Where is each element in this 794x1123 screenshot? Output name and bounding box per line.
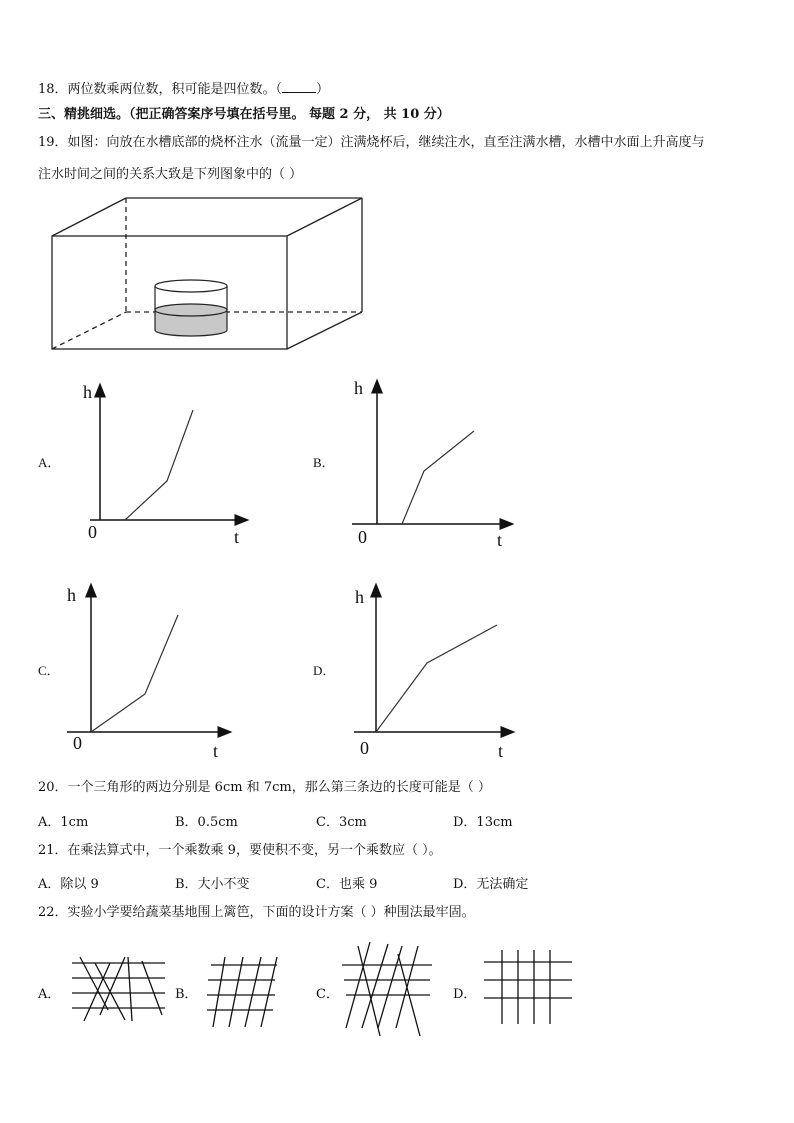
question-20: 20．一个三角形的两边分别是 6cm 和 7cm，那么第三条边的长度可能是（ ） (38, 780, 491, 795)
q21-option-a[interactable]: A．除以 9 (38, 877, 99, 892)
question-18-close: ） (316, 82, 330, 97)
graph-d (352, 585, 572, 775)
q20-option-a[interactable]: A．1cm (38, 815, 89, 830)
graph-b-label[interactable]: B． (313, 455, 335, 470)
graph-a (80, 380, 300, 570)
graph-d-origin: 0 (360, 738, 369, 758)
graph-c-label[interactable]: C． (38, 663, 60, 678)
answer-blank[interactable] (282, 80, 316, 93)
q20-option-b[interactable]: B．0.5cm (175, 815, 238, 830)
graph-a-x-axis: t (234, 527, 240, 547)
q20-option-c[interactable]: C．3cm (316, 815, 367, 830)
section-3-title: 三、精挑细选。（把正确答案序号填在括号里。 每题 2 分， 共 10 分） (38, 107, 450, 122)
graph-b-y-axis: h (354, 378, 363, 398)
graph-c-y-axis: h (67, 585, 76, 605)
graph-c (65, 585, 285, 775)
question-21: 21．在乘法算式中，一个乘数乘 9，要使积不变，另一个乘数应（ ）。 (38, 843, 442, 858)
q21-option-b[interactable]: B．大小不变 (175, 877, 250, 892)
graph-d-label[interactable]: D． (313, 663, 336, 678)
q22-option-d[interactable]: D． (453, 987, 477, 1002)
graph-a-label[interactable]: A． (38, 455, 61, 470)
fence-design-c (340, 940, 440, 1040)
q20-option-d[interactable]: D．13cm (453, 815, 513, 830)
question-22: 22．实验小学要给蔬菜基地围上篱笆，下面的设计方案（ ）种围法最牢固。 (38, 905, 475, 920)
graph-b-x-axis: t (497, 530, 503, 550)
graph-a-origin: 0 (88, 522, 97, 542)
fence-design-d (480, 948, 580, 1038)
graph-b-origin: 0 (358, 527, 367, 547)
q22-option-a[interactable]: A． (38, 987, 61, 1002)
graph-d-x-axis: t (498, 741, 504, 761)
graph-c-x-axis: t (213, 741, 219, 761)
q21-option-d[interactable]: D．无法确定 (453, 877, 529, 892)
graph-d-y-axis: h (355, 587, 364, 607)
question-19-line1: 19．如图：向放在水槽底部的烧杯注水（流量一定）注满烧杯后，继续注水，直至注满水槽，水槽中水面上升高度与 (38, 135, 705, 150)
q22-option-c[interactable]: C． (316, 987, 339, 1002)
graph-a-y-axis: h (83, 382, 92, 402)
question-18-text: 18．两位数乘两位数，积可能是四位数。（ (38, 82, 283, 97)
graph-c-origin: 0 (73, 733, 82, 753)
fence-design-a (70, 955, 170, 1025)
fence-design-b (205, 955, 295, 1035)
question-19-line2: 注水时间之间的关系大致是下列图象中的（ ） (38, 167, 303, 182)
q21-option-c[interactable]: C．也乘 9 (316, 877, 378, 892)
question-18 (38, 80, 329, 99)
graph-b (352, 378, 572, 568)
beaker-shape (155, 280, 227, 336)
q22-option-b[interactable]: B． (175, 987, 198, 1002)
